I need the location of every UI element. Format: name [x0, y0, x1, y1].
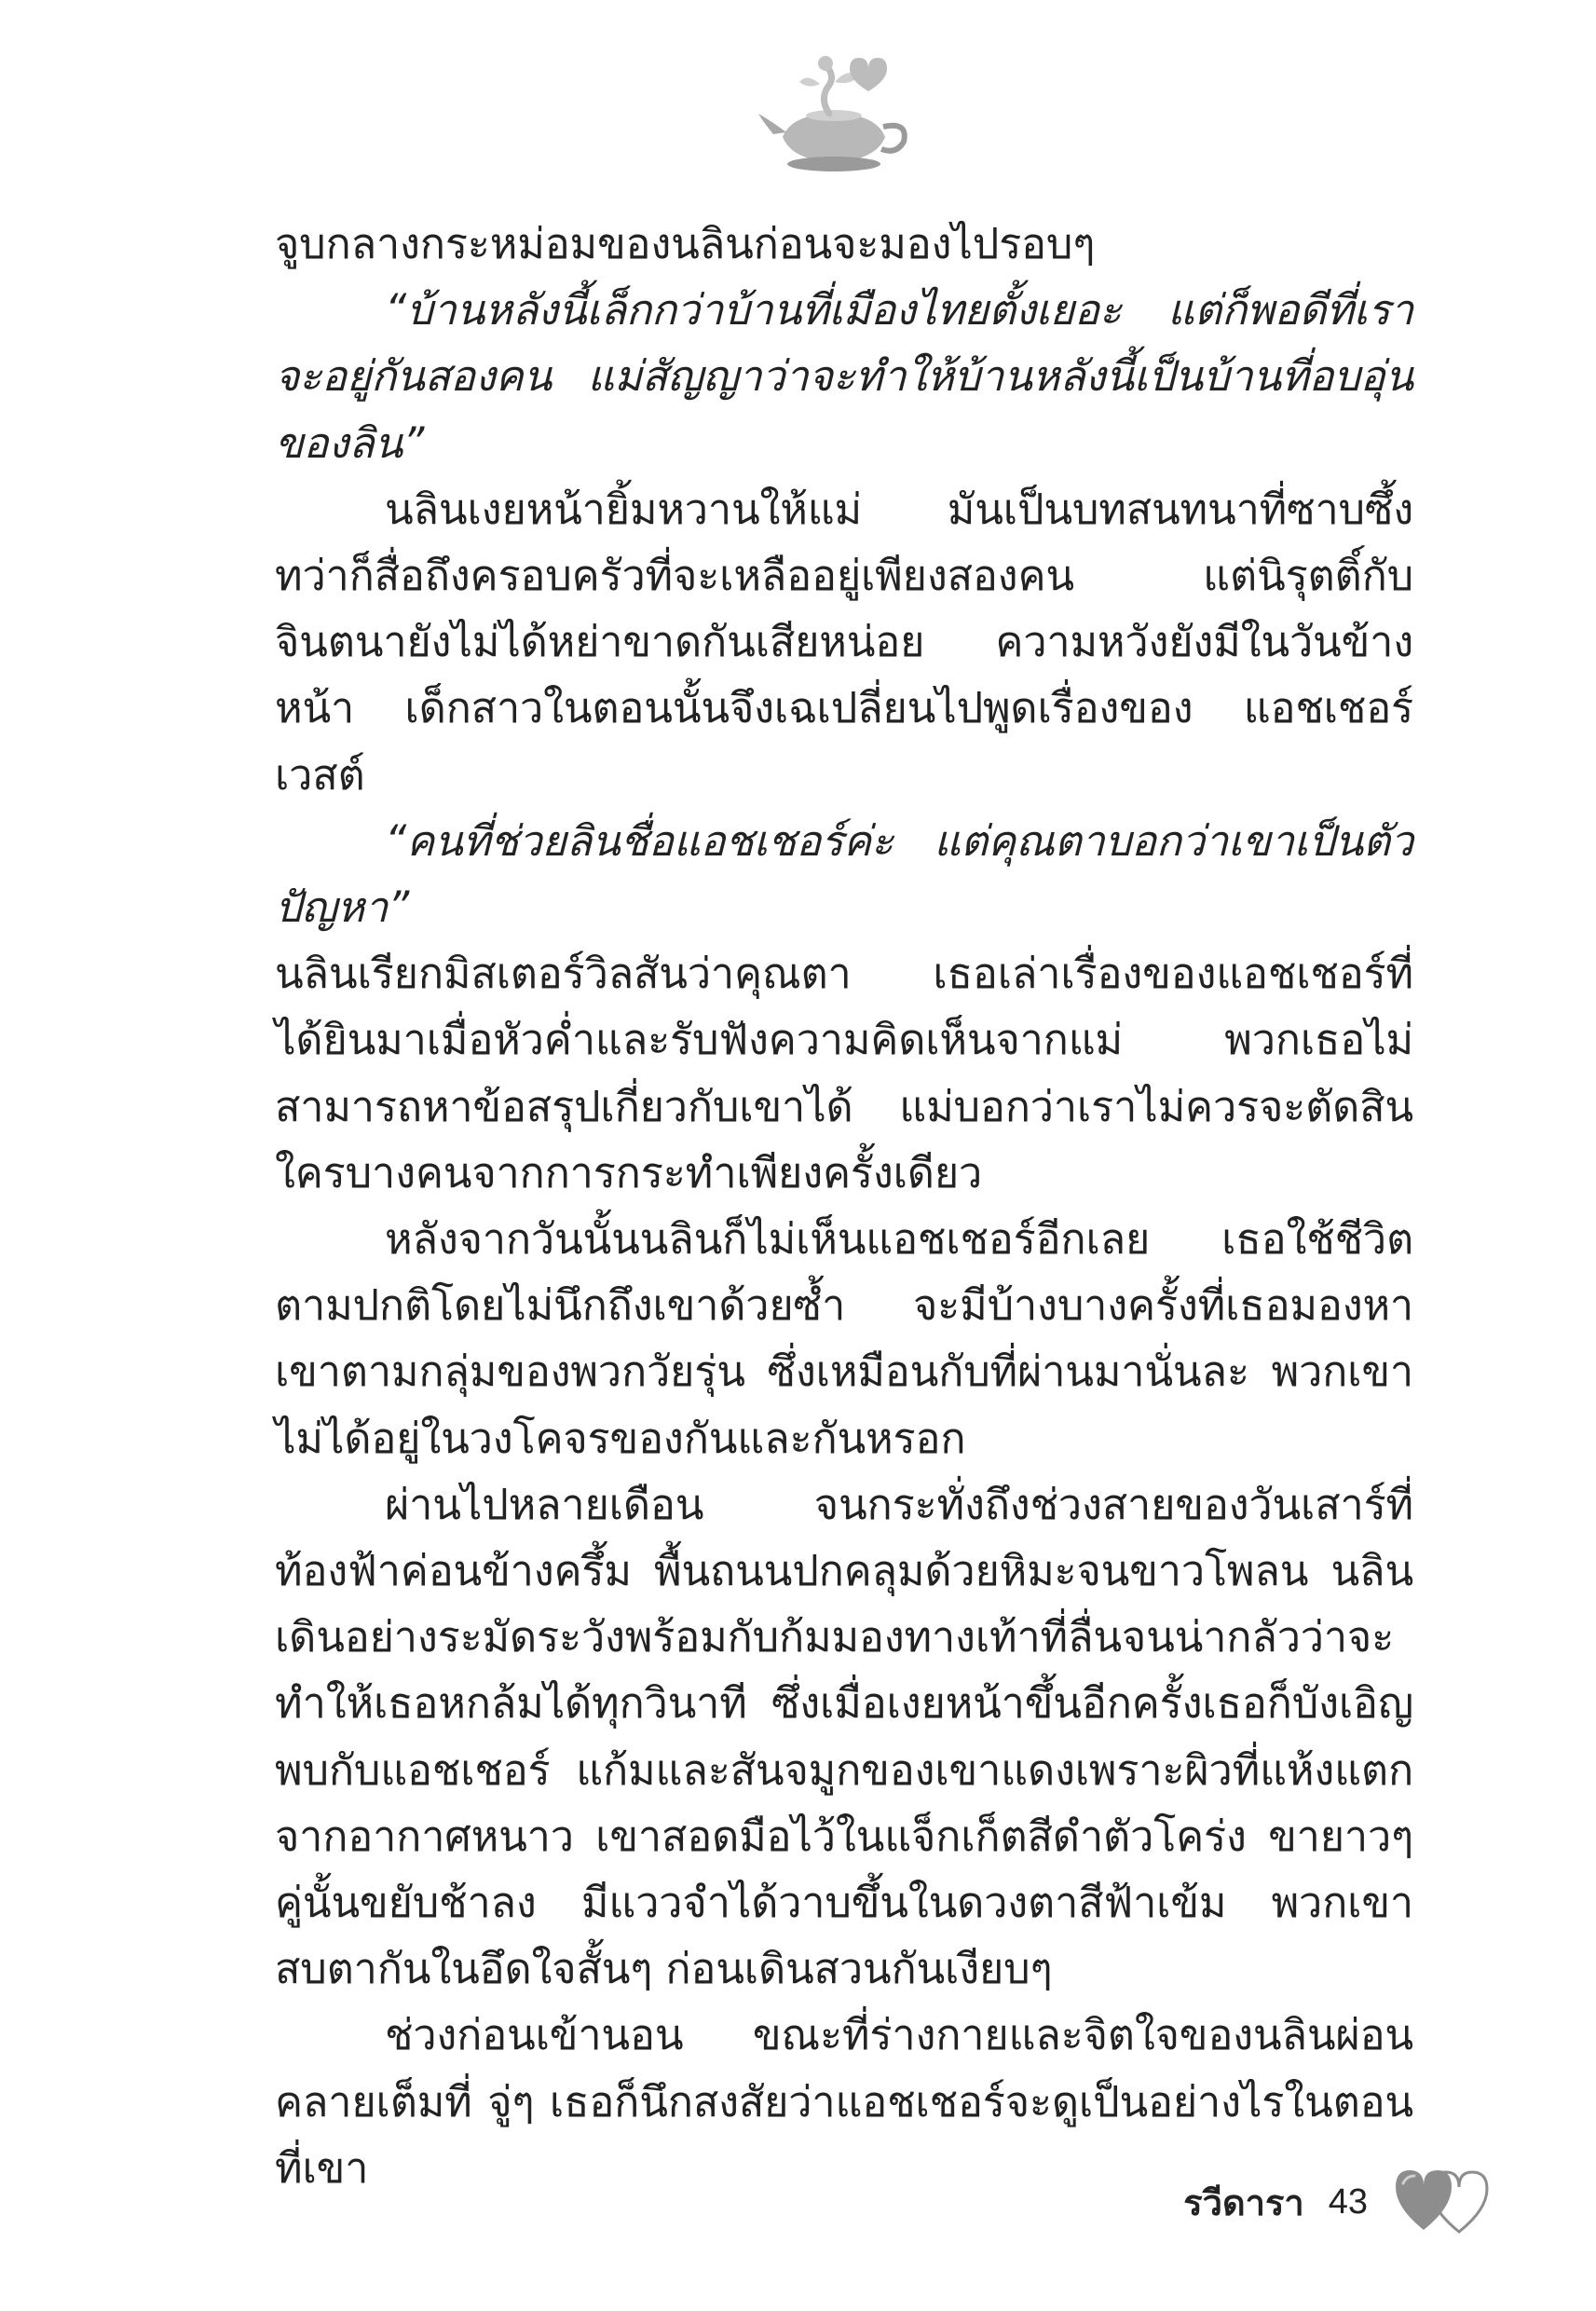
book-title: รวีดารา: [1183, 2181, 1304, 2223]
paragraph: นลินเรียกมิสเตอร์วิลสันว่าคุณตา เธอเล่าเรื่องของแอชเชอร์ที่ได้ยินมาเมื่อหัวค่ำและรับฟังความคิดเห็นจากแม่ พวกเธอไม่สามารถหาข้อสรุปเกี่ยวกับเขาได้ แม่บอกว่าเราไม่ควรจะตัดสินใครบางคนจากการกระทำเพียงครั้งเดียว: [275, 949, 1413, 1197]
dialogue-paragraph: “บ้านหลังนี้เล็กกว่าบ้านที่เมืองไทยตั้งเยอะ แต่ก็พอดีที่เราจะอยู่กันสองคน แม่สัญญาว่าจะทำให้บ้านหลังนี้เป็นบ้านที่อบอุ่นของลิน”: [275, 285, 1413, 468]
paragraph: ช่วงก่อนเข้านอน ขณะที่ร่างกายและจิตใจของนลินผ่อนคลายเต็มที่ จู่ๆ เธอก็นึกสงสัยว่าแอชเชอร์จะดูเป็นอย่างไรในตอนที่เขา: [275, 2010, 1413, 2193]
page-footer: [1183, 2160, 1498, 2244]
double-hearts-icon: [1386, 2165, 1498, 2239]
paragraph: ผ่านไปหลายเดือน จนกระทั่งถึงช่วงสายของวันเสาร์ที่ท้องฟ้าค่อนข้างครึ้ม พื้นถนนปกคลุมด้วยหิมะจนขาวโพลน นลินเดินอย่างระมัดระวังพร้อมกับก้มมองทางเท้าที่ลื่นจนน่ากลัวว่าจะทำให้เธอหกล้มได้ทุกวินาที ซึ่งเมื่อเงยหน้าขึ้นอีกครั้งเธอก็บังเอิญพบกับแอชเชอร์ แก้มและสันจมูกของเขาแดงเพราะผิวที่แห้งแตกจากอากาศหนาว เขาสอดมือไว้ในแจ็กเก็ตสีดำตัวโคร่ง ขายาวๆ คู่นั้นขยับช้าลง มีแววจำได้วาบขึ้นในดวงตาสีฟ้าเข้ม พวกเขาสบตากันในอึดใจสั้นๆ ก่อนเดินสวนกันเงียบๆ: [275, 1479, 1413, 1994]
chapter-text: [275, 211, 1413, 2201]
paragraph: จูบกลางกระหม่อมของนลินก่อนจะมองไปรอบๆ: [275, 219, 1096, 268]
paragraph: หลังจากวันนั้นนลินก็ไม่เห็นแอชเชอร์อีกเลย เธอใช้ชีวิตตามปกติโดยไม่นึกถึงเขาด้วยซ้ำ จะมีบ้างบางครั้งที่เธอมองหาเขาตามกลุ่มของพวกวัยรุ่น ซึ่งเหมือนกับที่ผ่านมานั่นละ พวกเขาไม่ได้อยู่ในวงโคจรของกันและกันหรอก: [275, 1214, 1413, 1463]
paragraph: นลินเงยหน้ายิ้มหวานให้แม่ มันเป็นบทสนทนาที่ซาบซึ้งทว่าก็สื่อถึงครอบครัวที่จะเหลืออยู่เพียงสองคน แต่นิรุตติ์กับจินตนายังไม่ได้หย่าขาดกันเสียหน่อย ความหวังยังมีในวันข้างหน้า เด็กสาวในตอนนั้นจึงเฉเปลี่ยนไปพูดเรื่องของ แอชเชอร์ เวสต์: [275, 484, 1413, 800]
page-number: 43: [1328, 2181, 1368, 2222]
cupid-teapot-ornament-icon: [755, 48, 913, 179]
dialogue-paragraph: “คนที่ช่วยลินชื่อแอชเชอร์ค่ะ แต่คุณตาบอกว่าเขาเป็นตัวปัญหา”: [275, 815, 1413, 933]
